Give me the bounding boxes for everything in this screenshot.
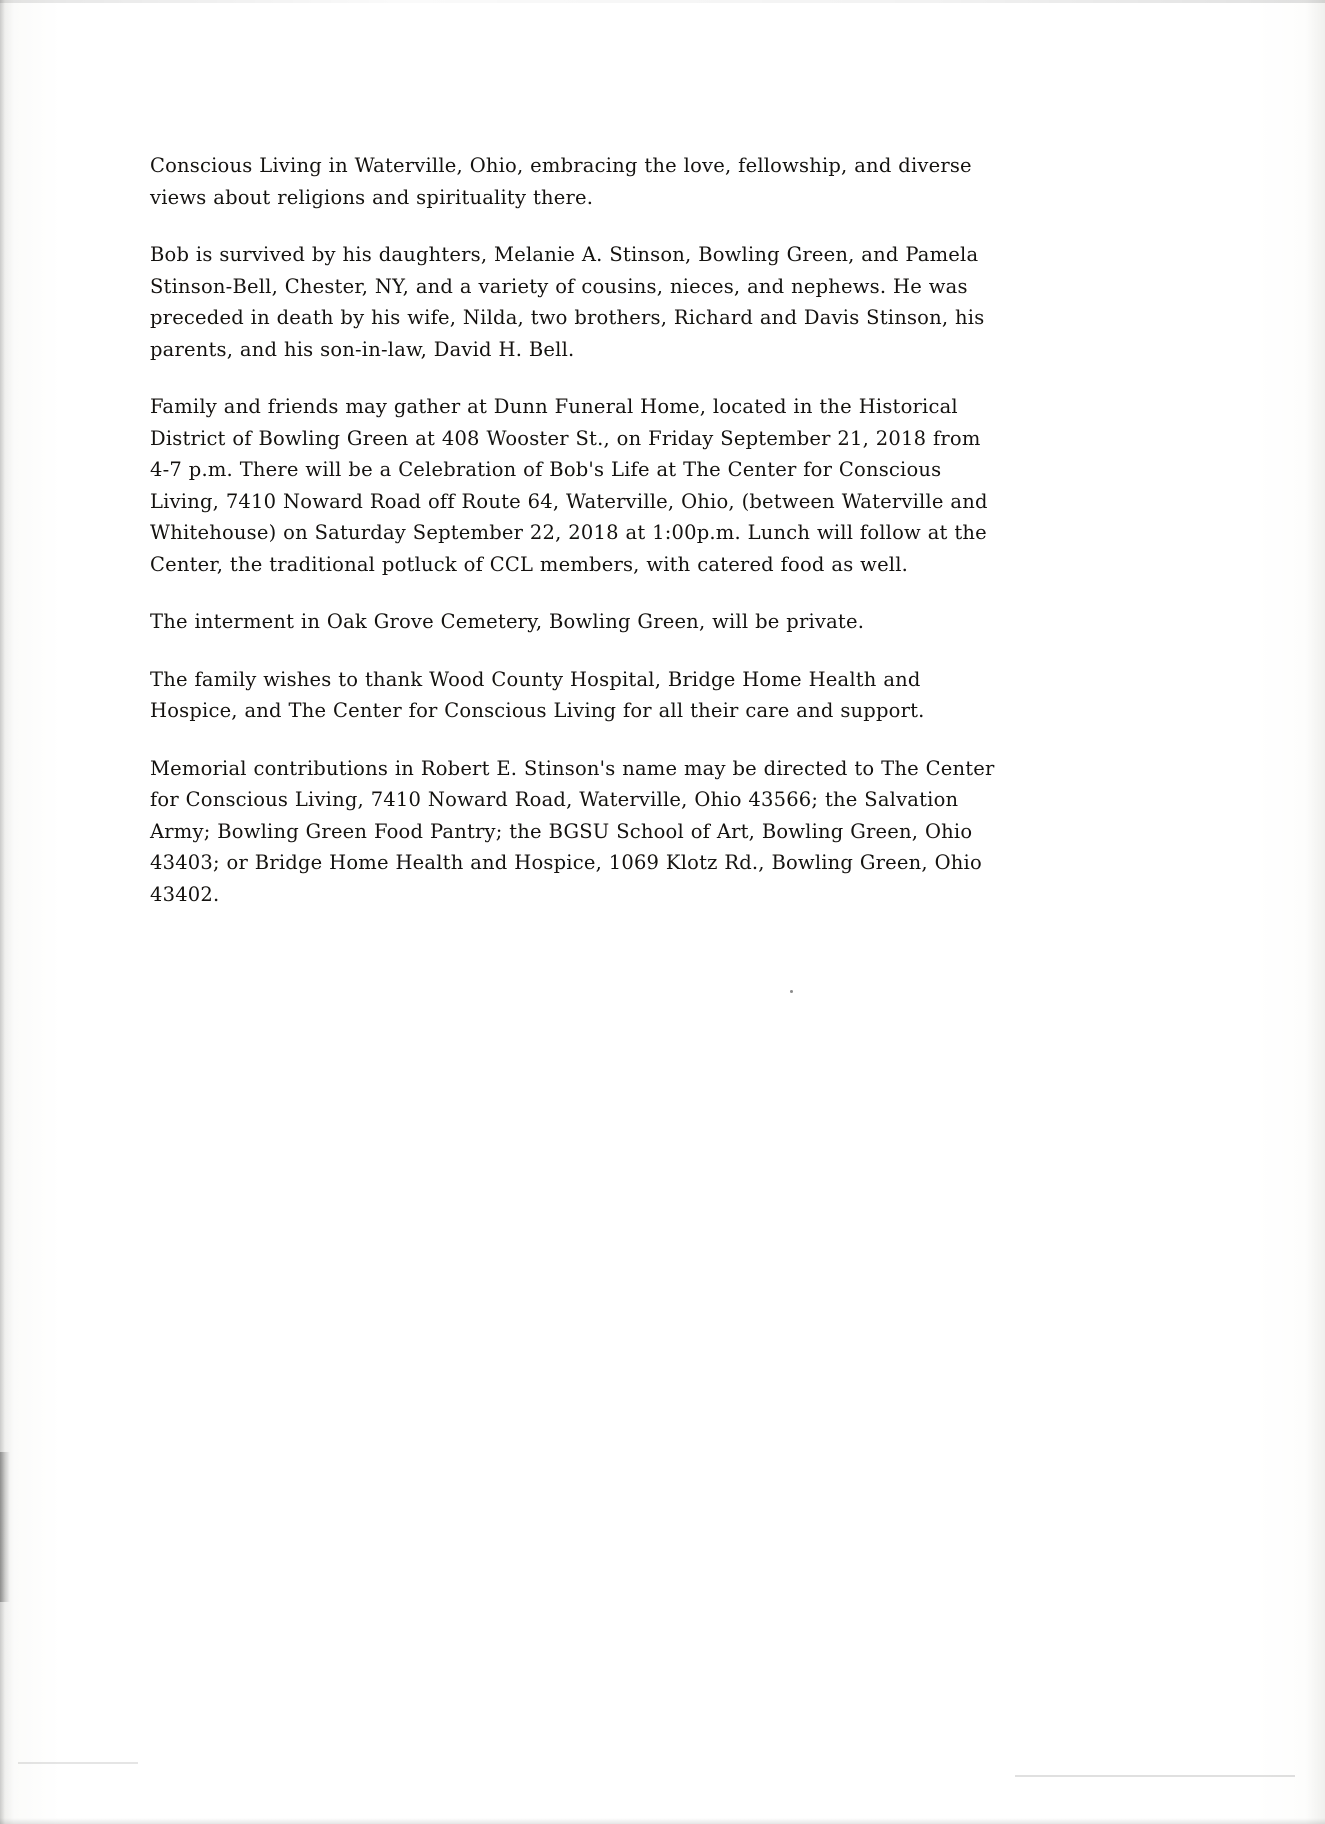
paragraph: The interment in Oak Grove Cemetery, Bowling Green, will be private.: [150, 610, 865, 633]
paragraph: The family wishes to thank Wood County Hospital, Bridge Home Health and Hospice, and The Center for Conscious Living for all their care and support.: [150, 667, 925, 722]
document-body: [150, 150, 995, 936]
scan-artifact-left: [0, 1452, 10, 1602]
paragraph: Conscious Living in Waterville, Ohio, embracing the love, fellowship, and diverse views about religions and spirituality there.: [150, 154, 972, 209]
paragraph: Bob is survived by his daughters, Melanie A. Stinson, Bowling Green, and Pamela Stinson-Bell, Chester, NY, and a variety of cousins, nieces, and nephews. He was preceded in death by his wife, Nilda, two brothers, Richard and Davis Stinson, his parents, and his son-in-law, David H. Bell.: [150, 243, 985, 361]
scan-speck: [790, 990, 793, 993]
scan-edge-top: [0, 0, 1325, 3]
scan-artifact-bottom-left: [18, 1762, 138, 1764]
scan-artifact-bottom-right: [1015, 1775, 1295, 1777]
scan-edge-bottom: [0, 1818, 1325, 1824]
paragraph: Family and friends may gather at Dunn Funeral Home, located in the Historical District of Bowling Green at 408 Wooster St., on Friday September 21, 2018 from 4-7 p.m. There will be a Celebration of Bob's Life at The Center for Conscious Living, 7410 Noward Road off Route 64, Waterville, Ohio, (between Waterville and Whitehouse) on Saturday September 22, 2018 at 1:00p.m. Lunch will follow at the Center, the traditional potluck of CCL members, with catered food as well.: [150, 395, 988, 576]
paragraph: Memorial contributions in Robert E. Stinson's name may be directed to The Center for Conscious Living, 7410 Noward Road, Waterville, Ohio 43566; the Salvation Army; Bowling Green Food Pantry; the BGSU School of Art, Bowling Green, Ohio 43403; or Bridge Home Health and Hospice, 1069 Klotz Rd., Bowling Green, Ohio 43402.: [150, 756, 995, 906]
